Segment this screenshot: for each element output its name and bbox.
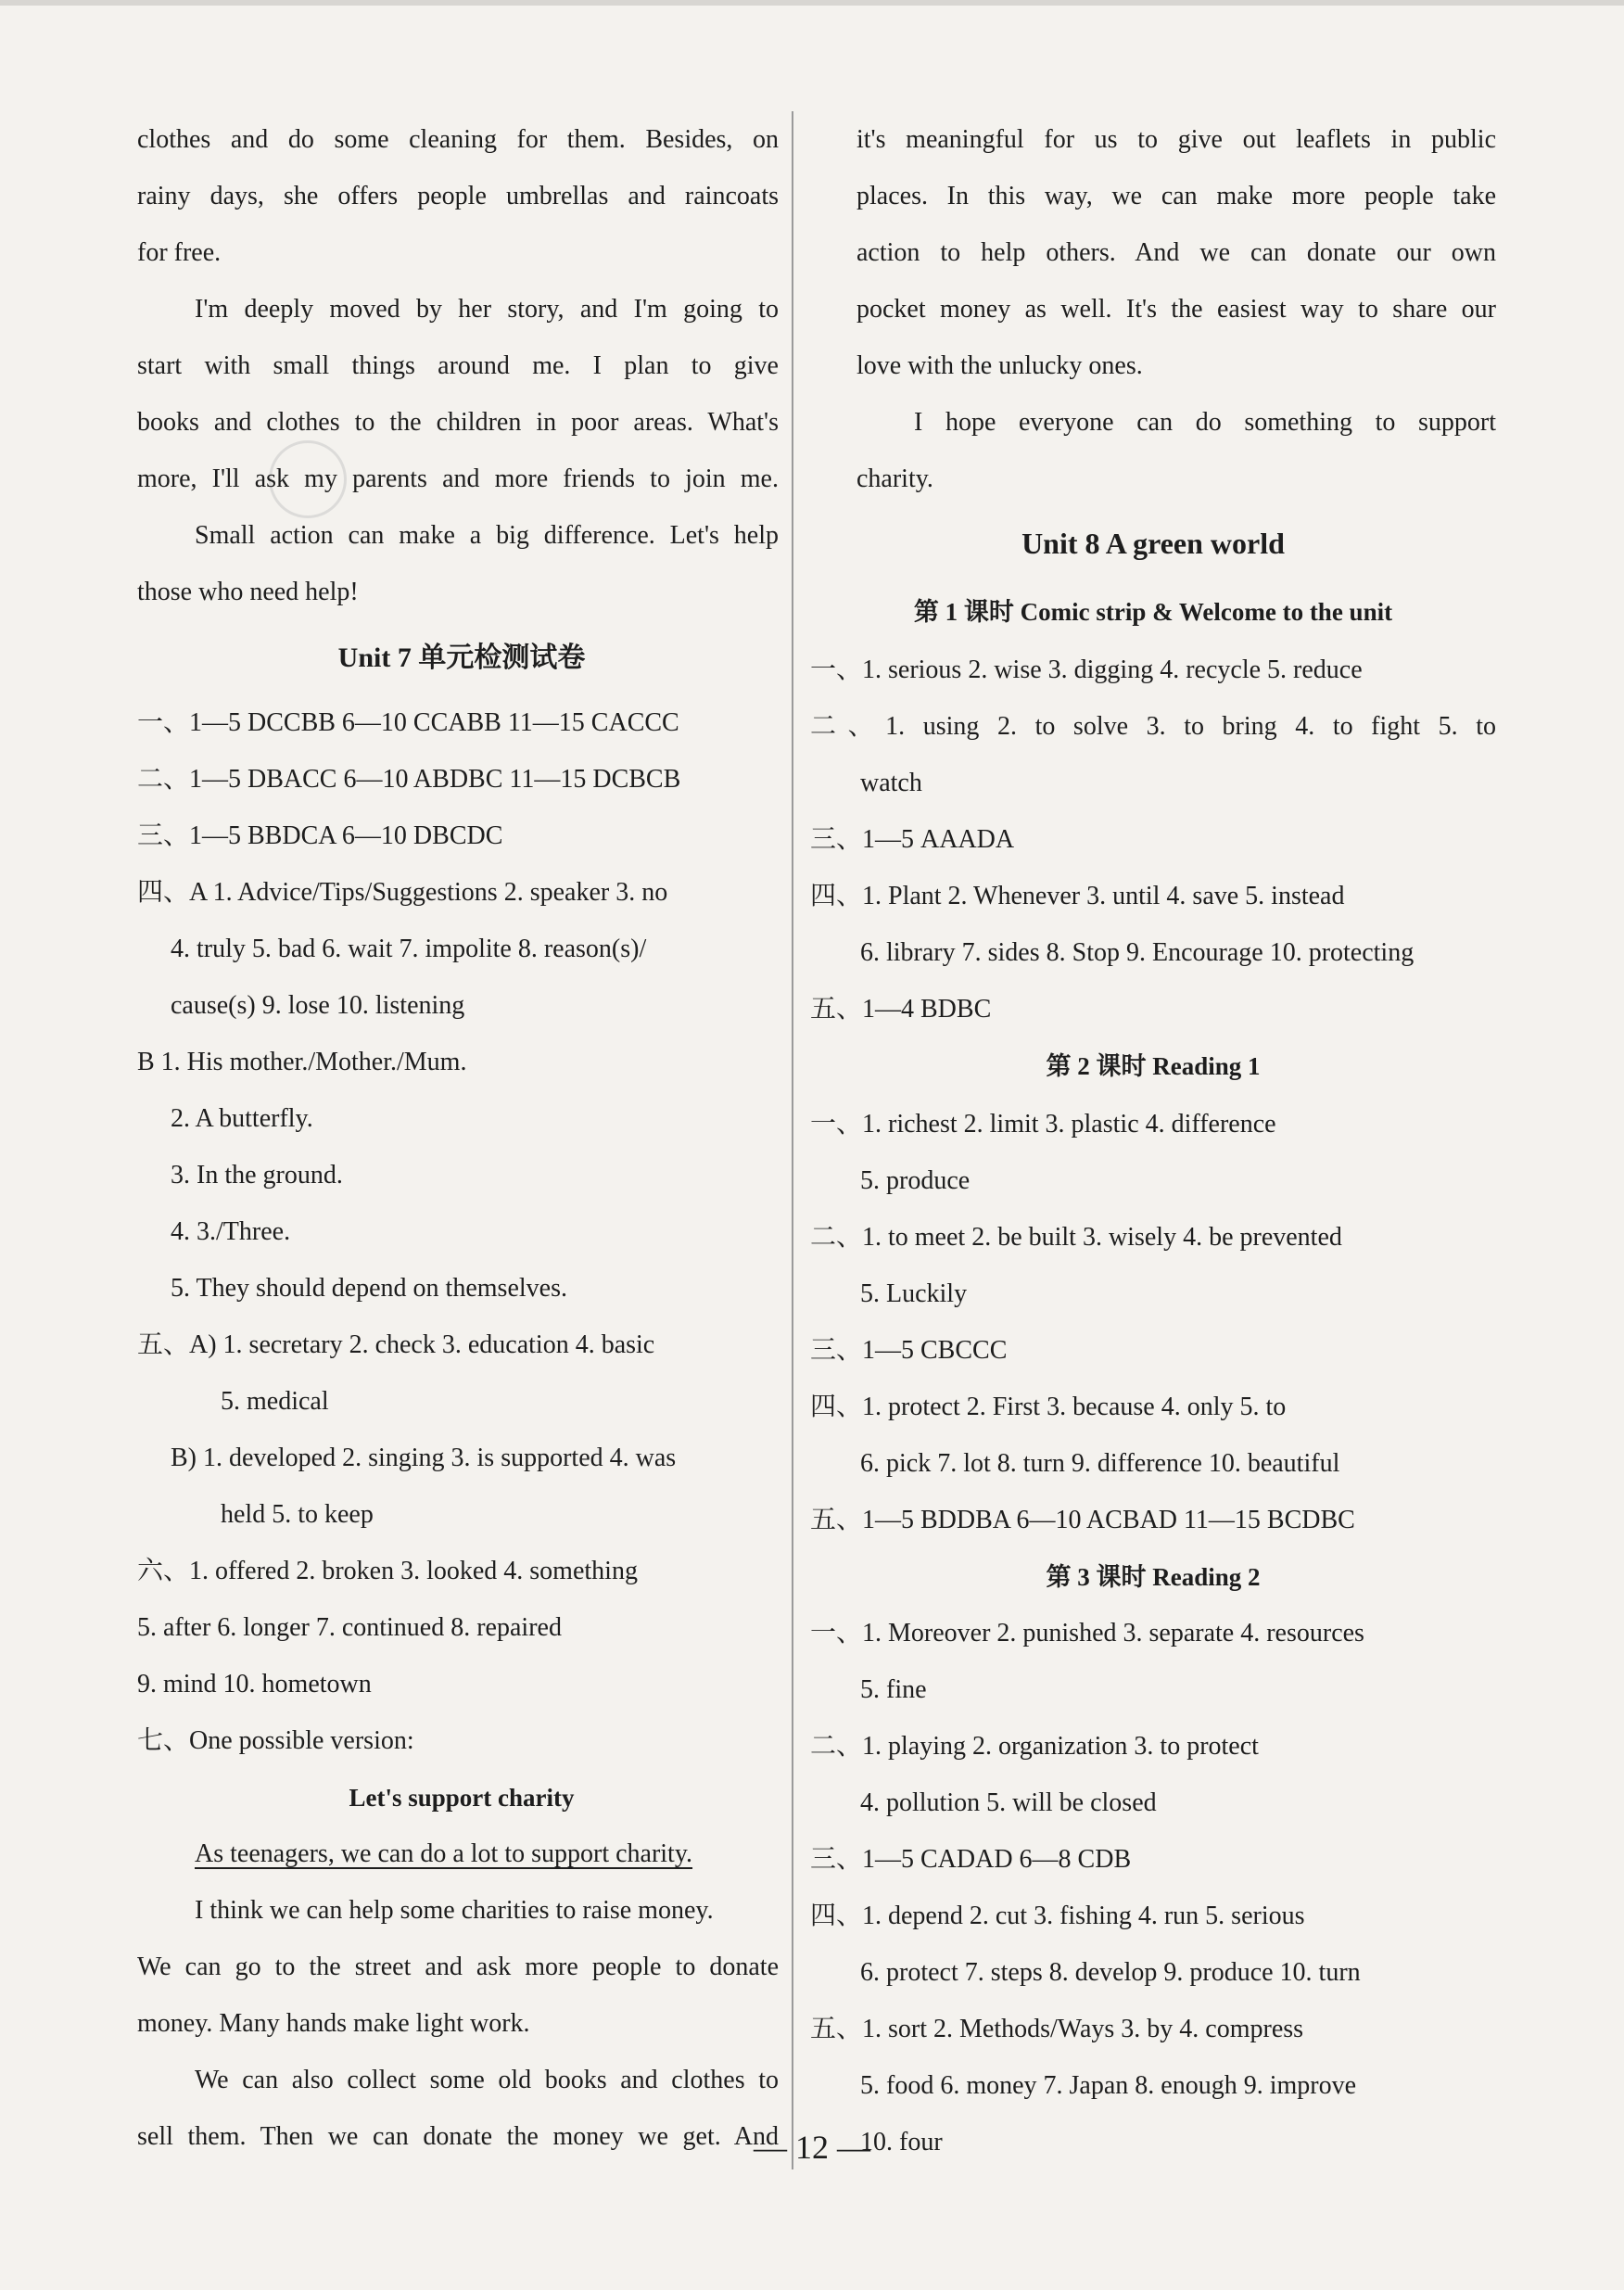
answer-line: 10. four [860, 2128, 943, 2156]
answer-line: cause(s) 9. lose 10. listening [171, 991, 465, 1020]
answer-line: 六、1. offered 2. broken 3. looked 4. something [137, 1557, 638, 1585]
essay-line: for free. [137, 238, 222, 267]
answer-line: 4. truly 5. bad 6. wait 7. impolite 8. reason(s)/ [171, 935, 647, 963]
answer-line: 9. mind 10. hometown [137, 1670, 372, 1698]
lesson-heading: 第 2 课时 Reading 1 [1046, 1052, 1261, 1080]
answer-line: 五、1—4 BDBC [810, 995, 992, 1024]
answer-line: 三、1—5 BBDCA 6—10 DBCDC [137, 821, 503, 850]
answer-line: 四、1. Plant 2. Whenever 3. until 4. save 5. instead [810, 882, 1345, 910]
answer-line: 二、1. playing 2. organization 3. to protect [810, 1732, 1259, 1761]
answer-line: 一、1. richest 2. limit 3. plastic 4. difference [810, 1110, 1276, 1139]
answer-line: B) 1. developed 2. singing 3. is supported 4. was [171, 1444, 677, 1472]
essay-line: it's meaningful for us to give out leaflets in public [856, 125, 1496, 154]
answer-line: 5. medical [221, 1387, 329, 1416]
answer-line: 三、1—5 AAADA [810, 825, 1015, 854]
answer-line: 4. pollution 5. will be closed [860, 1788, 1157, 1817]
answer-line: 5. They should depend on themselves. [171, 1274, 567, 1303]
answer-line: 五、1—5 BDDBA 6—10 ACBAD 11—15 BCDBC [810, 1506, 1355, 1534]
answer-line: 四、A 1. Advice/Tips/Suggestions 2. speaker 3. no [137, 878, 668, 907]
essay-line: I hope everyone can do something to support [914, 408, 1496, 437]
answer-line: held 5. to keep [221, 1500, 374, 1529]
essay-line: clothes and do some cleaning for them. Besides, on [137, 125, 779, 154]
answer-line: B 1. His mother./Mother./Mum. [137, 1048, 467, 1076]
essay-line: start with small things around me. I plan to give [137, 351, 779, 380]
essay-line: As teenagers, we can do a lot to support charity. [195, 1839, 693, 1868]
essay-line: charity. [856, 464, 933, 493]
essay-line: love with the unlucky ones. [856, 351, 1143, 380]
answer-line: 二、1—5 DBACC 6—10 ABDBC 11—15 DCBCB [137, 765, 681, 794]
answer-line: 七、One possible version: [137, 1726, 414, 1755]
answer-line: 一、1. Moreover 2. punished 3. separate 4. resources [810, 1619, 1364, 1648]
essay-line: rainy days, she offers people umbrellas and raincoats [137, 182, 779, 210]
essay-line: books and clothes to the children in poor areas. What's [137, 408, 779, 437]
essay-line: We can go to the street and ask more people to donate [137, 1953, 779, 1981]
answer-line: 二、1. to meet 2. be built 3. wisely 4. be prevented [810, 1223, 1342, 1252]
essay-line: sell them. Then we can donate the money we get. And [137, 2122, 779, 2151]
page-number: — 12 — [754, 2129, 870, 2166]
page-top-edge [0, 0, 1624, 6]
answer-line: 5. food 6. money 7. Japan 8. enough 9. improve [860, 2071, 1357, 2100]
answer-line: 四、1. depend 2. cut 3. fishing 4. run 5. serious [810, 1902, 1305, 1930]
answer-line: 一、1. serious 2. wise 3. digging 4. recycle 5. reduce [810, 655, 1363, 684]
unit8-heading: Unit 8 A green world [1021, 527, 1285, 560]
answer-line: 4. 3./Three. [171, 1217, 291, 1246]
answer-line: 5. Luckily [860, 1279, 968, 1308]
answer-line: 一、1—5 DCCBB 6—10 CCABB 11—15 CACCC [137, 708, 679, 737]
essay-line: I'm deeply moved by her story, and I'm going to [195, 295, 779, 324]
unit7-heading: Unit 7 单元检测试卷 [337, 642, 586, 673]
answer-line: 3. In the ground. [171, 1161, 343, 1190]
essay-line: I think we can help some charities to raise money. [195, 1896, 714, 1925]
essay-line: those who need help! [137, 578, 359, 606]
answer-line: 6. library 7. sides 8. Stop 9. Encourage 10. protecting [860, 938, 1415, 967]
answer-line: 2. A butterfly. [171, 1104, 313, 1133]
essay-line: places. In this way, we can make more people take [856, 182, 1496, 210]
answer-line: 三、1—5 CBCCC [810, 1336, 1008, 1365]
answer-line: 五、1. sort 2. Methods/Ways 3. by 4. compress [810, 2015, 1304, 2043]
essay-line: money. Many hands make light work. [137, 2009, 530, 2038]
essay-line: action to help others. And we can donate our own [856, 238, 1496, 267]
essay-line: pocket money as well. It's the easiest way to share our [856, 295, 1496, 324]
answer-line: 二、1. using 2. to solve 3. to bring 4. to fight 5. to [810, 712, 1496, 741]
essay-line: Small action can make a big difference. Let's help [195, 521, 779, 550]
answer-line: 四、1. protect 2. First 3. because 4. only 5. to [810, 1393, 1287, 1421]
column-divider [792, 111, 793, 2169]
lesson-heading: 第 1 课时 Comic strip & Welcome to the unit [913, 598, 1393, 626]
answer-line: watch [860, 769, 922, 797]
answer-line: 5. after 6. longer 7. continued 8. repaired [137, 1613, 562, 1642]
essay-line: We can also collect some old books and clothes to [195, 2066, 779, 2094]
answer-line: 五、A) 1. secretary 2. check 3. education 4. basic [137, 1330, 655, 1359]
lesson-heading: 第 3 课时 Reading 2 [1046, 1563, 1261, 1591]
answer-line: 5. produce [860, 1166, 971, 1195]
essay-title: Let's support charity [349, 1784, 575, 1812]
essay-line: more, I'll ask my parents and more friends to join me. [137, 464, 779, 493]
answer-line: 三、1—5 CADAD 6—8 CDB [810, 1845, 1132, 1874]
answer-line: 5. fine [860, 1675, 927, 1704]
answer-line: 6. protect 7. steps 8. develop 9. produce 10. turn [860, 1958, 1361, 1987]
answer-line: 6. pick 7. lot 8. turn 9. difference 10. beautiful [860, 1449, 1340, 1478]
